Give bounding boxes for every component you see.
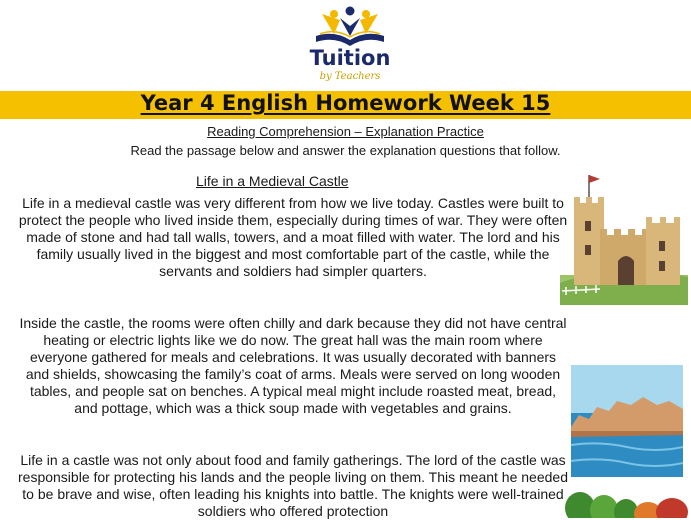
book-people-logo-icon xyxy=(300,6,400,48)
passage-title: Life in a Medieval Castle xyxy=(196,173,349,189)
instruction-text: Read the passage below and answer the explanation questions that follow. xyxy=(130,143,561,158)
passage-paragraph-3: Life in a castle was not only about food and family gatherings. The lord of the castle was responsible for protecting his lands and the people living on them. This meant he needed to be brave and wise, often leading his knights into battle. The knights were well-trained soldiers who offered protection xyxy=(18,452,568,519)
passage-paragraph-1: Life in a medieval castle was very different from how we live today. Castles were built to protect the people who lived inside them, especially during times of war. They were often made of stone and had tall walls, towers, and a moat filled with water. The lord and his family usually lived in the biggest and most comfortable part of the castle, while the servants and soldiers had simpler quarters. xyxy=(18,195,568,279)
coastal-fortress-photo xyxy=(571,365,683,477)
logo-tagline: by Teachers xyxy=(319,71,381,82)
page-title-text: Year 4 English Homework Week 15 xyxy=(140,91,551,115)
passage-paragraph-2: Inside the castle, the rooms were often chilly and dark because they did not have central heating or electric lights like we do now. The great hall was the main room where everyone gathered for meals and celebrations. It was usually decorated with banners and shields, showcasing the family’s coat of arms. Meals were served on long wooden tables, and people sat on benches. A typical meal might include roasted meat, bread, and pottage, which was a thick soup made with vegetables and grains. xyxy=(19,315,567,416)
page-title xyxy=(0,91,691,119)
logo-wordmark: Tuition xyxy=(309,46,391,70)
tuition-logo xyxy=(300,6,400,86)
castle-illustration xyxy=(560,165,688,305)
vegetables-illustration xyxy=(564,486,691,518)
section-subtitle: Reading Comprehension – Explanation Practice xyxy=(207,124,484,139)
